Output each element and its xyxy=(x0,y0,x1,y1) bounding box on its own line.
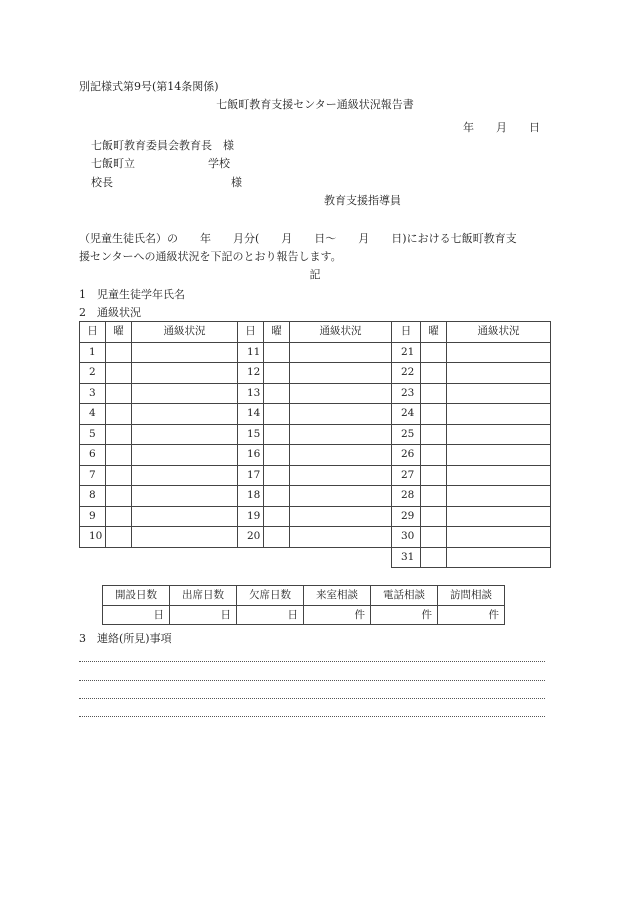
weekday-cell[interactable] xyxy=(264,506,290,527)
status-cell[interactable] xyxy=(132,363,238,384)
weekday-cell[interactable] xyxy=(421,527,447,548)
day-number-cell: 9 xyxy=(80,506,106,527)
grid-row xyxy=(80,363,551,384)
header-day: 日 xyxy=(238,322,264,343)
weekday-cell[interactable] xyxy=(264,342,290,363)
weekday-cell[interactable] xyxy=(421,547,447,568)
summary-header-cell: 開設日数 xyxy=(103,586,170,606)
day-number-cell: 13 xyxy=(238,383,264,404)
status-cell[interactable] xyxy=(447,527,551,548)
header-weekday: 曜 xyxy=(106,322,132,343)
day-number-cell: 2 xyxy=(80,363,106,384)
grid-empty-cell xyxy=(264,547,290,568)
day-number-cell: 17 xyxy=(238,465,264,486)
summary-value-cell[interactable]: 件 xyxy=(304,605,371,625)
summary-header-cell: 電話相談 xyxy=(371,586,438,606)
status-cell[interactable] xyxy=(132,342,238,363)
grid-header-row xyxy=(80,322,551,343)
addressee-school-prefix: 七飯町立 xyxy=(91,157,135,170)
day-number-cell: 15 xyxy=(238,424,264,445)
summary-header-cell: 欠席日数 xyxy=(237,586,304,606)
day-number-cell: 19 xyxy=(238,506,264,527)
weekday-cell[interactable] xyxy=(264,465,290,486)
grid-empty-cell xyxy=(238,547,264,568)
grid-row xyxy=(80,445,551,466)
day-number-cell: 5 xyxy=(80,424,106,445)
grid-empty-cell xyxy=(290,547,392,568)
weekday-cell[interactable] xyxy=(106,342,132,363)
header-weekday: 曜 xyxy=(421,322,447,343)
day-number-cell: 31 xyxy=(392,547,421,568)
day-number-cell: 21 xyxy=(392,342,421,363)
summary-value-cell[interactable]: 日 xyxy=(237,605,304,625)
status-cell[interactable] xyxy=(447,363,551,384)
weekday-cell[interactable] xyxy=(106,486,132,507)
weekday-cell[interactable] xyxy=(106,465,132,486)
day-number-cell: 24 xyxy=(392,404,421,425)
weekday-cell[interactable] xyxy=(264,404,290,425)
grid-row xyxy=(80,424,551,445)
summary-value-cell[interactable]: 日 xyxy=(103,605,170,625)
notes-line[interactable] xyxy=(79,661,545,662)
day-number-cell: 29 xyxy=(392,506,421,527)
status-cell[interactable] xyxy=(132,465,238,486)
day-number-cell: 20 xyxy=(238,527,264,548)
grid-row xyxy=(80,527,551,548)
status-cell[interactable] xyxy=(447,506,551,527)
summary-table xyxy=(102,585,505,625)
notes-line[interactable] xyxy=(79,698,545,699)
date-line: 年 月 日 xyxy=(463,121,540,134)
day-number-cell: 6 xyxy=(80,445,106,466)
status-cell[interactable] xyxy=(290,506,392,527)
day-number-cell: 10 xyxy=(80,527,106,548)
day-number-cell: 4 xyxy=(80,404,106,425)
weekday-cell[interactable] xyxy=(106,383,132,404)
grid-row xyxy=(80,342,551,363)
summary-header-cell: 来室相談 xyxy=(304,586,371,606)
section-2-heading: 2 通級状況 xyxy=(79,306,141,319)
section-3-heading: 3 連絡(所見)事項 xyxy=(79,632,172,645)
status-cell[interactable] xyxy=(132,445,238,466)
status-cell[interactable] xyxy=(447,383,551,404)
day-number-cell: 16 xyxy=(238,445,264,466)
grid-empty-cell xyxy=(80,547,106,568)
grid-row xyxy=(80,465,551,486)
summary-header-cell: 訪問相談 xyxy=(438,586,505,606)
weekday-cell[interactable] xyxy=(421,506,447,527)
weekday-cell[interactable] xyxy=(264,527,290,548)
status-cell[interactable] xyxy=(132,486,238,507)
day-number-cell: 30 xyxy=(392,527,421,548)
status-cell[interactable] xyxy=(447,486,551,507)
grid-row xyxy=(80,404,551,425)
summary-header-cell: 出席日数 xyxy=(170,586,237,606)
header-status: 通級状況 xyxy=(132,322,238,343)
form-label: 別記様式第9号(第14条関係) xyxy=(79,80,219,93)
day-number-cell: 1 xyxy=(80,342,106,363)
weekday-cell[interactable] xyxy=(106,424,132,445)
status-cell[interactable] xyxy=(447,547,551,568)
weekday-cell[interactable] xyxy=(421,486,447,507)
weekday-cell[interactable] xyxy=(264,424,290,445)
status-cell[interactable] xyxy=(290,404,392,425)
ki-marker: 記 xyxy=(309,268,321,281)
weekday-cell[interactable] xyxy=(264,445,290,466)
status-cell[interactable] xyxy=(290,363,392,384)
status-cell[interactable] xyxy=(132,404,238,425)
body-line-2: 援センターへの通級状況を下記のとおり報告します。 xyxy=(79,250,342,263)
day-number-cell: 7 xyxy=(80,465,106,486)
weekday-cell[interactable] xyxy=(106,445,132,466)
document-title: 七飯町教育支援センター通級状況報告書 xyxy=(216,98,414,111)
grid-row xyxy=(80,383,551,404)
attendance-grid xyxy=(79,321,551,568)
day-number-cell: 26 xyxy=(392,445,421,466)
weekday-cell[interactable] xyxy=(421,383,447,404)
header-day: 日 xyxy=(392,322,421,343)
summary-value-cell[interactable]: 日 xyxy=(170,605,237,625)
status-cell[interactable] xyxy=(132,424,238,445)
status-cell[interactable] xyxy=(290,424,392,445)
header-status: 通級状況 xyxy=(447,322,551,343)
weekday-cell[interactable] xyxy=(421,363,447,384)
grid-empty-cell xyxy=(132,547,238,568)
grid-row xyxy=(80,486,551,507)
weekday-cell[interactable] xyxy=(421,404,447,425)
status-cell[interactable] xyxy=(447,424,551,445)
status-cell[interactable] xyxy=(447,404,551,425)
weekday-cell[interactable] xyxy=(264,363,290,384)
day-number-cell: 28 xyxy=(392,486,421,507)
day-number-cell: 14 xyxy=(238,404,264,425)
weekday-cell[interactable] xyxy=(421,445,447,466)
summary-value-cell[interactable]: 件 xyxy=(438,605,505,625)
summary-value-row xyxy=(103,605,505,625)
weekday-cell[interactable] xyxy=(264,383,290,404)
header-status: 通級状況 xyxy=(290,322,392,343)
sender-title: 教育支援指導員 xyxy=(324,194,401,207)
status-cell[interactable] xyxy=(132,383,238,404)
notes-line[interactable] xyxy=(79,680,545,681)
notes-line[interactable] xyxy=(79,716,545,717)
day-number-cell: 22 xyxy=(392,363,421,384)
header-weekday: 曜 xyxy=(264,322,290,343)
weekday-cell[interactable] xyxy=(421,424,447,445)
day-number-cell: 25 xyxy=(392,424,421,445)
day-number-cell: 12 xyxy=(238,363,264,384)
weekday-cell[interactable] xyxy=(106,363,132,384)
status-cell[interactable] xyxy=(290,465,392,486)
day-number-cell: 8 xyxy=(80,486,106,507)
status-cell[interactable] xyxy=(290,486,392,507)
weekday-cell[interactable] xyxy=(106,506,132,527)
summary-header-row xyxy=(103,586,505,606)
day-number-cell: 27 xyxy=(392,465,421,486)
body-line-1: （児童生徒氏名）の 年 月分( 月 日～ 月 日)における七飯町教育支 xyxy=(79,232,517,245)
addressee-principal-honorific: 様 xyxy=(231,176,242,189)
weekday-cell[interactable] xyxy=(421,342,447,363)
status-cell[interactable] xyxy=(447,342,551,363)
status-cell[interactable] xyxy=(290,527,392,548)
weekday-cell[interactable] xyxy=(264,486,290,507)
day-number-cell: 18 xyxy=(238,486,264,507)
addressee-school-suffix: 学校 xyxy=(208,157,230,170)
status-cell[interactable] xyxy=(290,342,392,363)
weekday-cell[interactable] xyxy=(421,465,447,486)
status-cell[interactable] xyxy=(132,506,238,527)
summary-value-cell[interactable]: 件 xyxy=(371,605,438,625)
grid-row xyxy=(80,547,551,568)
grid-row xyxy=(80,506,551,527)
status-cell[interactable] xyxy=(447,465,551,486)
day-number-cell: 3 xyxy=(80,383,106,404)
grid-empty-cell xyxy=(106,547,132,568)
weekday-cell[interactable] xyxy=(106,404,132,425)
day-number-cell: 11 xyxy=(238,342,264,363)
header-day: 日 xyxy=(80,322,106,343)
status-cell[interactable] xyxy=(447,445,551,466)
weekday-cell[interactable] xyxy=(106,527,132,548)
status-cell[interactable] xyxy=(290,383,392,404)
status-cell[interactable] xyxy=(132,527,238,548)
addressee-principal: 校長 xyxy=(91,176,113,189)
status-cell[interactable] xyxy=(290,445,392,466)
section-1-heading: 1 児童生徒学年氏名 xyxy=(79,288,185,301)
addressee-superintendent: 七飯町教育委員会教育長 様 xyxy=(91,139,234,152)
day-number-cell: 23 xyxy=(392,383,421,404)
